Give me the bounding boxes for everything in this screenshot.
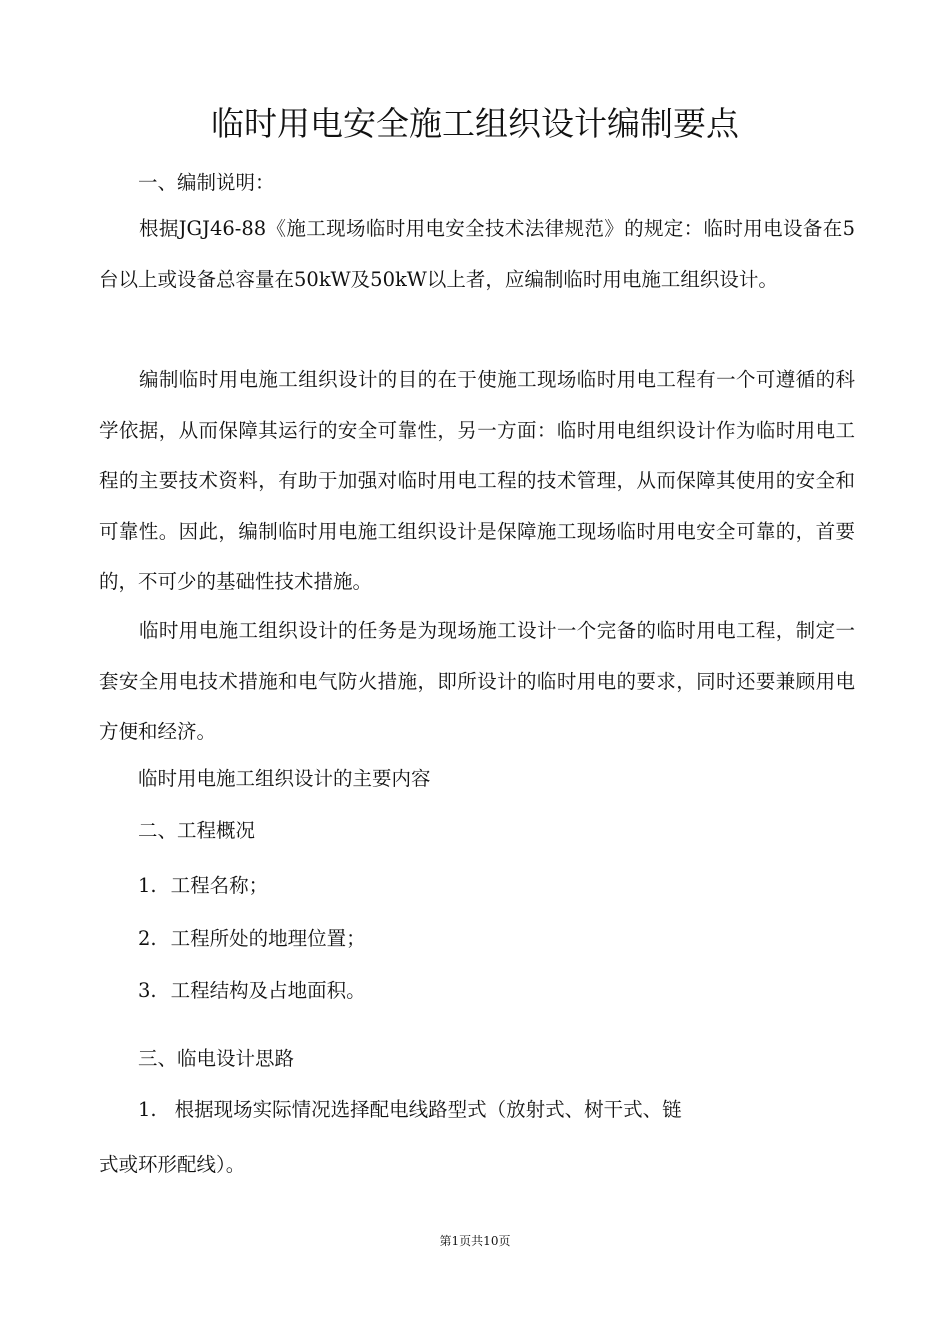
page-footer: 第1页共10页 [439,1234,511,1248]
section-heading-1: 一、编制说明： [138,171,275,194]
main-content-heading: 临时用电施工组织设计的主要内容 [138,767,431,790]
list-item-continuation: 式或环形配线）。 [99,1153,246,1176]
paragraph-1: 根据JGJ46-88《施工现场临时用电安全技术法律规范》的规定：临时用电设备在5台以上或设备总容量在50kW及50kW以上者，应编制临时用电施工组织设计。 [99,217,855,291]
list-item [138,1095,682,1125]
list-item-text: 工程名称； [170,874,269,897]
list-item [138,924,366,954]
list-item-text: 根据现场实际情况选择配电线路型式（放射式、树干式、链 [174,1098,682,1121]
section-heading-3: 三、临电设计思路 [138,1047,295,1070]
paragraph-2: 编制临时用电施工组织设计的目的在于使施工现场临时用电工程有一个可遵循的科学依据，从而保障其运行的安全可靠性，另一方面：临时用电组织设计作为临时用电工程的主要技术资料，有助于加强对临时用电工程的技术管理，从而保障其使用的安全和可靠性。因此，编制临时用电施工组织设计是保障施工现场临时用电安全可靠的，首要的，不可少的基础性技术措施。 [99,368,855,593]
list-item [138,976,366,1006]
paragraph-3: 临时用电施工组织设计的任务是为现场施工设计一个完备的临时用电工程，制定一套安全用电技术措施和电气防火措施，即所设计的临时用电的要求，同时还要兼顾用电方便和经济。 [99,619,855,743]
list-item-text: 工程结构及占地面积。 [170,979,366,1002]
section-heading-2: 二、工程概况 [138,819,256,842]
document-title: 临时用电安全施工组织设计编制要点 [211,104,739,143]
list-item [138,871,268,901]
list-item-number: 1. [138,1098,157,1121]
list-item-number: 1. [138,874,157,897]
list-item-number: 2. [138,927,157,950]
list-item-number: 3. [138,979,157,1002]
list-item-text: 工程所处的地理位置； [170,927,366,950]
